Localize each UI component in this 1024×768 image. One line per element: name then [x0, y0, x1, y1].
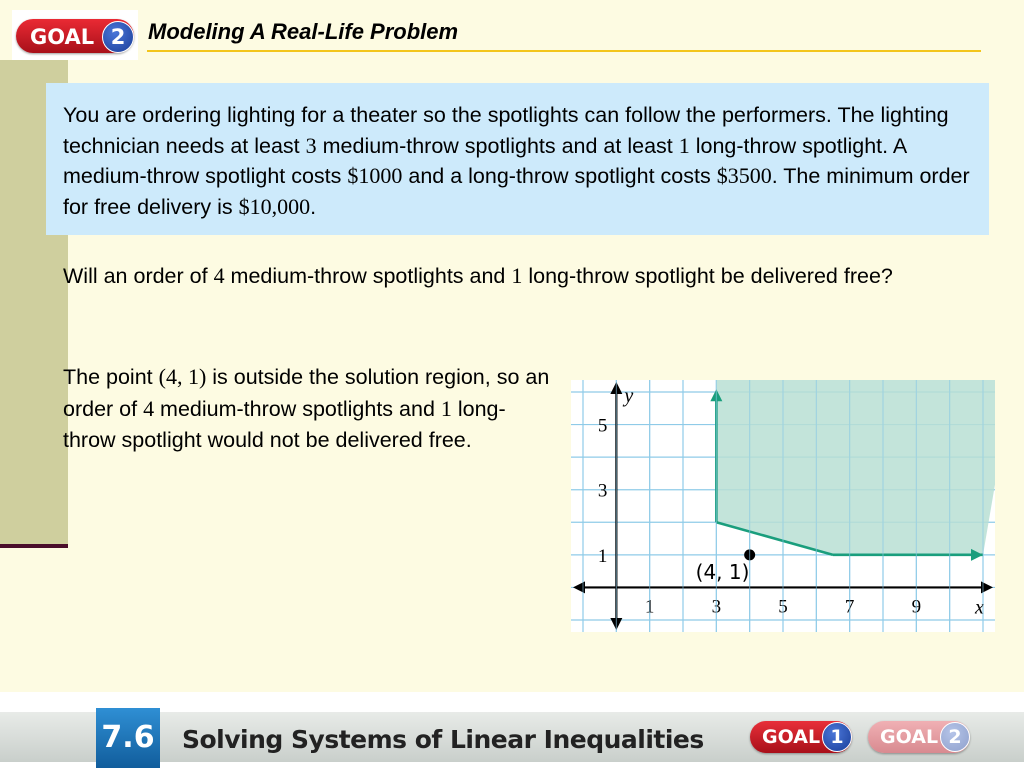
problem-box — [46, 83, 989, 235]
title-underline — [147, 50, 981, 52]
goal-1-nav-label: GOAL — [762, 726, 821, 748]
question-seg1: Will an order of — [63, 264, 214, 288]
goal-2-nav-label: GOAL — [880, 726, 939, 748]
y-axis-label: y — [624, 385, 634, 407]
answer-seg1: The point — [63, 365, 159, 389]
goal-1-nav-button[interactable] — [750, 721, 852, 753]
answer-num-long: 1 — [440, 396, 452, 421]
x-tick-label: 5 — [778, 596, 788, 618]
goal-1-nav-number: 1 — [822, 722, 852, 752]
answer-seg4: long-throw spotlight would not be delivered free. — [63, 397, 506, 452]
problem-text-seg1: You are ordering lighting for a theater so the spotlights can follow the performers. The lighting technician needs at least — [63, 103, 949, 158]
question-seg2: medium-throw spotlights and — [224, 264, 512, 288]
problem-text-seg3: long-throw spotlight. A medium-throw spotlight costs — [63, 133, 907, 188]
question-num-medium: 4 — [213, 263, 225, 288]
answer-seg2: is outside the solution region, so an order of — [63, 365, 550, 421]
answer-seg3: medium-throw spotlights and — [154, 397, 441, 421]
page-title: Modeling A Real-Life Problem — [148, 19, 459, 44]
y-tick-label: 1 — [597, 545, 608, 567]
x-tick-label: 3 — [711, 596, 722, 618]
y-tick-label: 3 — [597, 480, 608, 502]
problem-text-seg5: . The minimum order for free delivery is — [63, 164, 970, 219]
goal-2-nav-number: 2 — [940, 722, 970, 752]
question-num-long: 1 — [511, 263, 523, 288]
goal-2-nav-button[interactable] — [868, 721, 970, 753]
goal-badge-label: GOAL — [30, 25, 95, 49]
x-tick-label: 1 — [644, 596, 655, 618]
solution-graph-svg — [571, 380, 995, 632]
problem-text-seg2: medium-throw spotlights and at least — [316, 133, 679, 158]
goal-badge — [12, 10, 138, 60]
plotted-point-label: (4, 1) — [695, 559, 750, 584]
problem-cost-long: $3500 — [716, 163, 772, 188]
lesson-title: Solving Systems of Linear Inequalities — [182, 725, 704, 754]
problem-cost-medium: $1000 — [347, 163, 403, 188]
left-strip-underline — [0, 544, 68, 548]
lesson-number-tab: 7.6 — [96, 708, 160, 768]
solution-region — [716, 380, 995, 555]
y-tick-label: 5 — [597, 415, 608, 437]
x-axis-label: x — [975, 596, 984, 619]
solution-graph — [571, 380, 995, 632]
problem-num-medium: 3 — [305, 132, 317, 158]
x-tick-label: 7 — [844, 596, 855, 618]
problem-text-seg4: and a long-throw spotlight costs — [402, 164, 717, 188]
goal-badge-pill — [16, 19, 134, 53]
answer-point: (4, 1) — [158, 364, 207, 389]
question-seg3: long-throw spotlight be delivered free? — [522, 264, 893, 288]
goal-badge-number: 2 — [102, 21, 134, 53]
problem-text — [63, 100, 983, 222]
problem-num-long: 1 — [678, 132, 690, 158]
answer-num-medium: 4 — [143, 396, 155, 421]
x-tick-label: 9 — [911, 596, 922, 618]
answer-text — [63, 361, 553, 456]
problem-text-seg6: . — [310, 194, 317, 219]
question-text — [63, 260, 963, 292]
problem-min-order: $10,000 — [238, 193, 311, 219]
